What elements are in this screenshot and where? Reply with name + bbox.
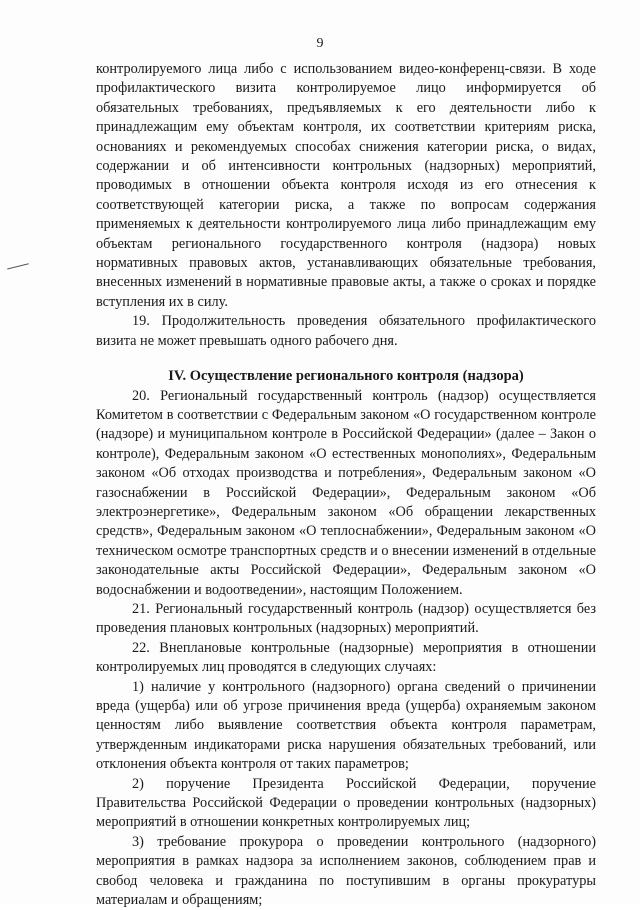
page-number: 9 (316, 36, 324, 51)
paragraph-20: 20. Региональный государственный контроль (надзор) осуществляется Комитетом в соответствии с Федеральным законом «О государственном контроле (надзоре) и муниципальном контроле в Российской Федерации» (далее – Закон о контроле), Федеральным законом «О естественных монополиях», Федеральным законом «Об отходах производства и потребления», Федеральным законом «О газоснабжении в Российской Федерации», Федеральным законом «Об электроэнергетике», Федеральным законом «Об обращении лекарственных средств», Федеральным законом «О теплоснабжении», Федеральным законом «О техническом осмотре транспортных средств и о внесении изменений в отдельные законодательные акты Российской Федерации», Федеральным законом «О водоснабжении и водоотведении», настоящим Положением. (96, 387, 596, 598)
margin-pen-mark (5, 255, 29, 269)
list-item-3: 3) требование прокурора о проведении контрольного (надзорного) мероприятия в рамках надзора за исполнением законов, соблюдением прав и свобод человека и гражданина по поступившим в органы прокуратуры материалам и обращениям; (96, 833, 596, 909)
paragraph-continuation: контролируемого лица либо с использованием видео-конференц-связи. В ходе профилактического визита контролируемое лицо информируется об обязательных требованиях, предъявляемых к его деятельности либо к принадлежащим ему объектам контроля, их соответствии критериям риска, основаниях и рекомендуемых способах снижения категории риска, о видах, содержании и об интенсивности контрольных (надзорных) мероприятий, проводимых в отношении объекта контроля исходя из его отнесения к соответствующей категории риска, а также по вопросам содержания применяемых к деятельности контролируемого лица либо принадлежащим ему объектам регионального государственного контроля (надзора) новых нормативных правовых актов, устанавливающих обязательные требования, внесенных изменений в нормативные правовые акты, а также о сроках и порядке вступления их в силу. (96, 61, 596, 310)
list-item-2: 2) поручение Президента Российской Федерации, поручение Правительства Российской Федерации о проведении контрольных (надзорных) мероприятий в отношении конкретных контролируемых лиц; (96, 775, 596, 831)
paragraph-19: 19. Продолжительность проведения обязательного профилактического визита не может превышать одного рабочего дня. (96, 313, 596, 349)
paragraph-21: 21. Региональный государственный контроль (надзор) осуществляется без проведения плановых контрольных (надзорных) мероприятий. (96, 600, 596, 637)
section-heading: IV. Осуществление регионального контроля (надзора) (168, 368, 524, 385)
paragraph-22: 22. Внеплановые контрольные (надзорные) мероприятия в отношении контролируемых лиц проводятся в следующих случаях: (96, 639, 596, 676)
list-item-1: 1) наличие у контрольного (надзорного) органа сведений о причинении вреда (ущерба) или об угрозе причинения вреда (ущерба) охраняемым законом ценностям либо выявление соответствия объекта контроля параметрам, утвержденным индикаторами риска нарушения обязательных требований, или отклонения объекта контроля от таких параметров; (96, 678, 596, 773)
document-body (96, 60, 596, 910)
